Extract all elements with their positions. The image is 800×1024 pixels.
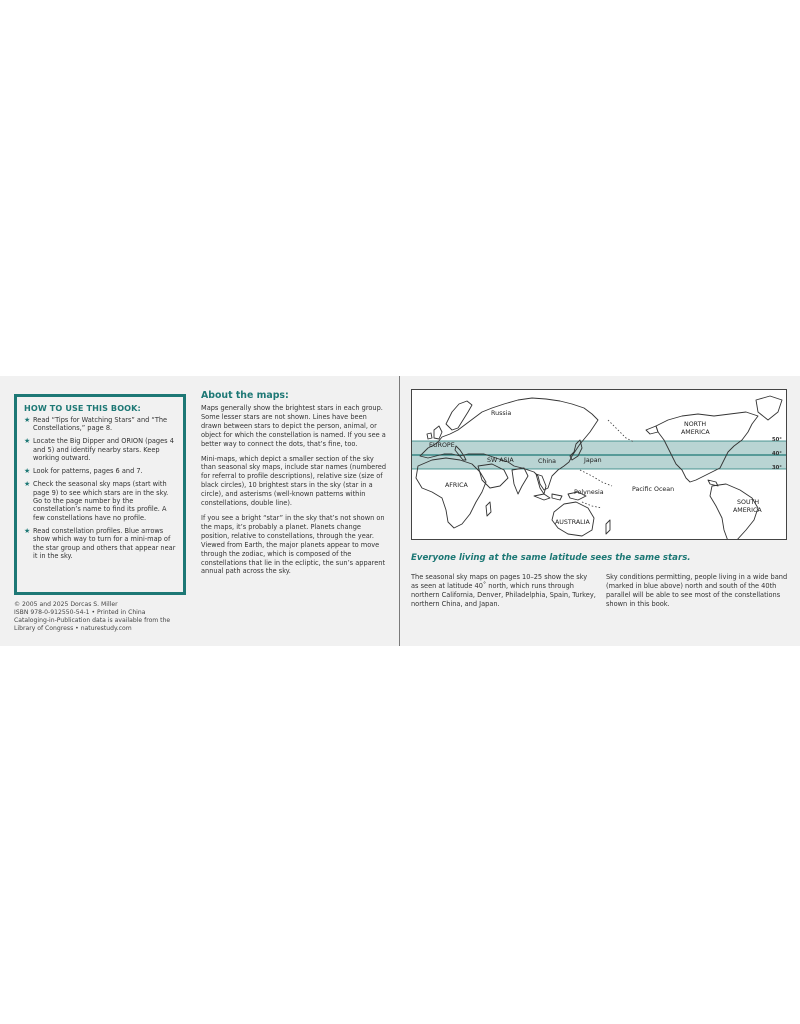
new-zealand-outline [606,520,610,534]
aleutian-dashes [608,420,634,442]
how-to-item: ★ Look for patterns, pages 6 and 7. [24,467,143,476]
label-sw-asia: SW ASIA [487,457,514,464]
polynesia-dashes [582,502,602,508]
label-south-america: AMERICA [733,507,762,514]
copyright-credits [14,601,199,633]
label-pacific-ocean: Pacific Ocean [632,486,675,493]
madagascar-outline [486,502,491,516]
world-latitude-map [411,389,787,540]
alaska-outline [646,426,658,434]
indonesia-outline [534,494,562,500]
island-chain-dashes [580,470,612,486]
about-paragraph: Mini-maps, which depict a smaller section of the sky than seasonal sky maps, include star names (numbered for referral to profile descriptions), relative size (size of black circles), 10 brightest stars in the sky (star in a circle), and asterisms (well-known patterns within constellations, double line). [201,454,387,508]
about-maps-body [201,404,386,582]
how-to-item: ★ Read “Tips for Watching Stars” and “The Constellations,” page 8. [24,416,168,433]
label-china: China [538,458,556,465]
body-text-right: Sky conditions permitting, people living in a wide band (marked in blue above) north and south of the 40th parallel will be able to see most of the constellations shown in this book. [606,573,788,608]
how-to-box [14,394,186,595]
ireland-outline [427,433,432,439]
star-bullet-icon: ★ [24,480,31,489]
cip-line: Cataloging-in-Publication data is available from the [14,617,171,624]
how-to-item: ★ Check the seasonal sky maps (start with page 9) to see which stars are in the sky. Go to the page number by the constellation’s name to find its profile. A few constellations have no profile. [24,480,169,522]
latitude-30-label: 30° [772,465,782,471]
how-to-item: ★ Read constellation profiles. Blue arrows show which way to turn for a mini-map of the star group and others that appear near it in the sky. [24,526,176,561]
latitude-40-label: 40° [772,451,782,457]
label-europe: EUROPE [429,442,455,449]
how-to-item: ★ Locate the Big Dipper and ORION (pages 4 and 5) and identify nearby stars. Keep working outward. [24,437,174,463]
map-caption: Everyone living at the same latitude sees the same stars. [411,553,691,563]
how-to-title: HOW TO USE THIS BOOK: [24,403,141,413]
star-bullet-icon: ★ [24,526,31,535]
label-south: SOUTH [737,499,760,506]
latitude-50-label: 50° [772,437,782,443]
publisher-line: Library of Congress • naturestudy.com [14,625,132,632]
page-gutter [399,376,400,646]
copyright-line: © 2005 and 2025 Dorcas S. Miller [14,601,118,608]
britain-outline [434,426,442,439]
label-polynesia: Polynesia [574,489,604,496]
se-asia-outline [536,474,546,494]
label-north-america: AMERICA [681,429,710,436]
about-paragraph: Maps generally show the brightest stars in each group. Some lesser stars are not shown. Lines have been drawn between stars to depict the person, animal, or object for which the constellation is named. If you see a better way to connect the dots, that’s fine, too. [201,404,386,448]
label-australia: AUSTRALIA [555,519,590,526]
body-text-left: The seasonal sky maps on pages 10–25 show the sky as seen at latitude 40˚ north, which runs through northern California, Denver, Philadelphia, Spain, Turkey, northern China, and Japan. [411,573,596,608]
about-maps-heading: About the maps: [201,390,289,401]
india-outline [512,468,528,494]
label-japan: Japan [584,457,602,464]
star-bullet-icon: ★ [24,437,31,446]
isbn-line: ISBN 978-0-912550-54-1 • Printed in China [14,609,146,616]
about-paragraph: If you see a bright “star” in the sky that’s not shown on the maps, it’s probably a planet. Planets change position, relative to constellations, through the year. Viewed from Earth, the major planets appear to move through the zodiac, which is composed of the constellations that lie in the ecliptic, the sun’s apparent annual path across the sky. [201,513,386,576]
star-bullet-icon: ★ [24,467,31,476]
scandinavia-outline [446,401,472,430]
label-africa: AFRICA [445,482,468,489]
how-to-list [24,416,177,560]
greenland-outline [756,396,782,420]
label-russia: Russia [491,410,512,417]
star-bullet-icon: ★ [24,416,31,424]
label-north: NORTH [684,421,707,428]
world-outline-drawing [412,390,787,540]
